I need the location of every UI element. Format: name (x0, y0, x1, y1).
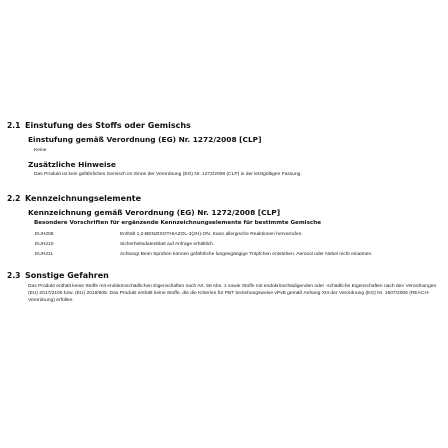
section-2-2-title: Kennzeichnungselemente (25, 194, 142, 203)
section-2-3-title: Sonstige Gefahren (25, 271, 109, 280)
euh-statement: Enthält 1,2-BENZISOTHIAZOL-3(2H)-ON. Kann allergische Reaktionen hervorrufen. (120, 232, 303, 237)
euh-statement: Sicherheitsdatenblatt auf Anfrage erhältlich. (120, 242, 215, 247)
other-hazards-text: Das Produkt enthält keine Stoffe mit endokrinschädlichen Eigenschaften nach Art. 59 Abs. 1 sowie Stoffe mit endokrinschädigenden oder -schädliche Eigenschaften nach den Verordnungen (EU) 2017/2100 bzw. (EU) 2018/605. Das Produkt enthält keine Stoffe, die die Kriterien für PBT beziehungsweise vPvB gemäß Anhang XIII der Verordnung (EG) Nr. 1907/2006 (REACH-Verordnung) erfüllen. (28, 284, 437, 303)
special-provisions-heading: Besondere Vorschriften für ergänzende Kennzeichnungselemente für bestimmte Gemische (34, 220, 322, 226)
section-2-2-number: 2.2 (7, 194, 21, 203)
euh-statement: Achtung! Beim Sprühen können gefährliche lungengängige Tröpfchen entstehen. Aerosol oder Nebel nicht einatmen. (120, 252, 373, 257)
regulation-value: Keine (34, 148, 47, 153)
regulation-heading: Einstufung gemäß Verordnung (EG) Nr. 1272/2008 [CLP] (28, 135, 262, 144)
euh-code: EUH211 (35, 252, 54, 257)
section-2-1-title: Einstufung des Stoffs oder Gemischs (25, 121, 191, 130)
euh-code: EUH210 (35, 242, 54, 247)
euh-code: EUH208 (35, 232, 54, 237)
labelling-heading: Kennzeichnung gemäß Verordnung (EG) Nr. 1272/2008 [CLP] (28, 208, 281, 217)
section-2-1-number: 2.1 (7, 121, 21, 130)
additional-text: Das Produkt ist kein gefährliches Gemisch im Sinne der Verordnung (EG) Nr. 1272/2008 (CLP) in der letztgültigen Fassung. (34, 172, 302, 177)
section-2-3-number: 2.3 (7, 271, 21, 280)
additional-heading: Zusätzliche Hinweise (28, 160, 116, 169)
